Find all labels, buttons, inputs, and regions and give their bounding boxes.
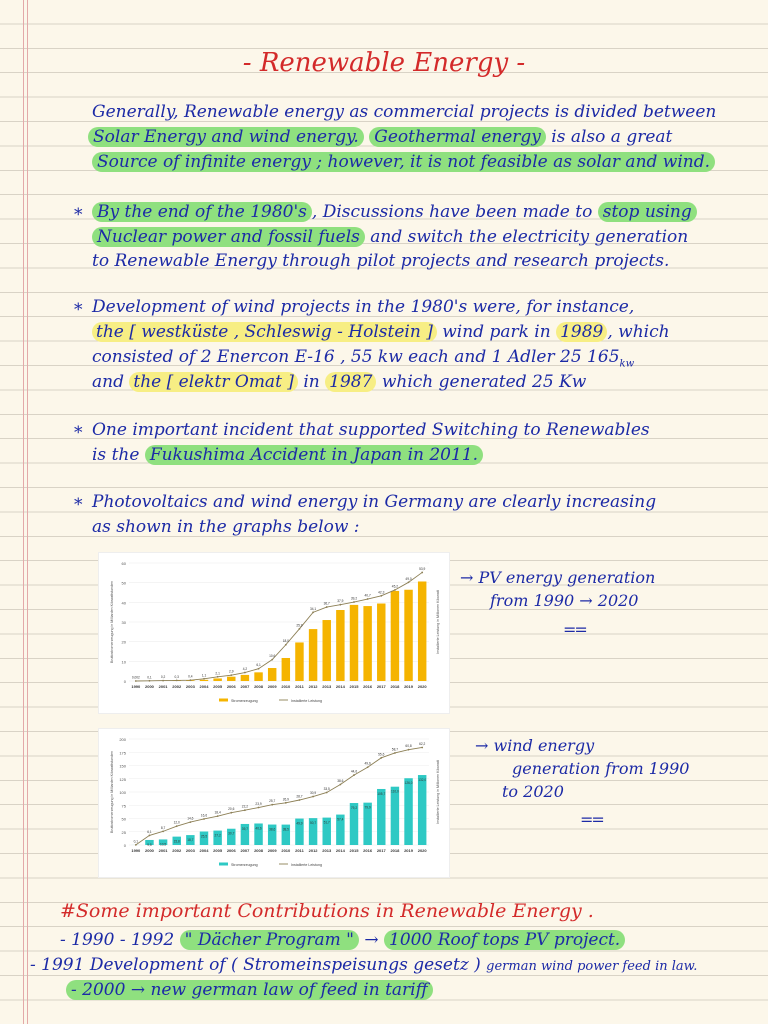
line-point [135, 844, 137, 846]
x-tick-label: 2001 [158, 848, 168, 853]
data-label: 2,9 [229, 669, 234, 674]
data-label: 38,6 [337, 778, 344, 783]
legend-entry: Stromerzeugung [231, 698, 258, 703]
x-tick-label: 2008 [254, 684, 263, 689]
x-tick-label: 2007 [240, 684, 250, 689]
x-tick-label: 2013 [322, 848, 332, 853]
legend-entry: Installierte Leistung [291, 862, 322, 867]
data-label: 12,0 [173, 820, 180, 825]
bar [213, 678, 221, 681]
y-tick-label: 0 [123, 679, 126, 684]
x-tick-label: 2006 [226, 684, 236, 689]
line-point [217, 676, 219, 678]
bullet-marker: * [74, 423, 83, 443]
x-tick-label: 2010 [281, 684, 291, 689]
pv-note-line-1: → PV energy generation [460, 568, 656, 587]
wind-chart-svg [99, 729, 449, 877]
data-label: 6,1 [147, 829, 152, 834]
x-tick-label: 2015 [349, 848, 359, 853]
x-tick-label: 2009 [267, 848, 277, 853]
x-tick-label: 2001 [158, 684, 168, 689]
data-label: 60,8 [405, 744, 412, 749]
x-tick-label: 2014 [335, 684, 345, 689]
x-tick-label: 1990 [131, 848, 141, 853]
bar-label: 39,7 [241, 826, 249, 831]
data-label: 22,2 [241, 804, 249, 809]
data-label: 6,1 [256, 663, 261, 668]
data-label: 45,2 [391, 584, 399, 589]
x-tick-label: 2012 [308, 848, 318, 853]
bar-label: 105,7 [377, 791, 386, 796]
data-label: 28,7 [296, 794, 303, 799]
line-point [326, 606, 328, 608]
line-point [135, 680, 137, 682]
x-tick-label: 2000 [145, 848, 154, 853]
bar-label: 49,9 [296, 821, 303, 826]
bar [254, 672, 262, 681]
x-tick-label: 2006 [226, 848, 236, 853]
bar [350, 605, 358, 681]
data-label: 10,6 [269, 654, 276, 659]
wind-note-line-2: generation from 1990 [512, 759, 690, 778]
data-label: 49,0 [405, 576, 412, 581]
line-point [149, 680, 151, 682]
bar [391, 787, 399, 845]
data-label: 42,3 [378, 590, 385, 595]
line-point [271, 804, 273, 806]
x-tick-label: 2004 [199, 848, 209, 853]
x-tick-label: 2003 [185, 848, 195, 853]
bar-label: 30,7 [228, 831, 235, 836]
line-point [203, 678, 205, 680]
data-label: 0,002 [131, 675, 140, 680]
data-label: 44,6 [350, 769, 358, 774]
bar-label: 50,7 [309, 821, 317, 826]
bullet-1-line-1: By the end of the 1980's , Discussions have been made to stop using [92, 200, 697, 224]
line-point [217, 815, 219, 817]
data-label: 0,1 [147, 675, 152, 680]
data-label: 26,9 [282, 797, 289, 802]
line-point [285, 802, 287, 804]
contribution-item: - 2000 → new german law of feed in tariff [66, 980, 433, 1000]
intro-line-2: Solar Energy and wind energy. Geothermal energy is also a great [88, 125, 672, 149]
data-label: 2,1 [215, 671, 220, 676]
page-title: - Renewable Energy - [242, 48, 526, 78]
legend-swatch [219, 863, 228, 866]
bar [200, 680, 208, 681]
y-tick-label: 25 [121, 829, 126, 835]
y-tick-label: 0 [123, 843, 126, 848]
line-point [353, 774, 355, 776]
bar [323, 620, 331, 681]
bullet-1-line-2: Nuclear power and fossil fuels and switch the electricity generation [92, 225, 688, 249]
intro-line-1: Generally, Renewable energy as commercial projects is divided between [92, 102, 717, 122]
x-tick-label: 2017 [376, 848, 386, 853]
bar [227, 677, 235, 681]
y-axis-label-right: Installierte Leistung in Millionen Kilowatt [436, 590, 440, 654]
data-label: 16,6 [200, 813, 208, 818]
data-label: 0,1 [133, 839, 139, 844]
x-tick-label: 2005 [213, 848, 223, 853]
bar [377, 604, 385, 681]
x-tick-label: 2016 [363, 848, 373, 853]
bar [377, 789, 385, 845]
x-tick-label: 2002 [172, 848, 182, 853]
line-point [258, 668, 260, 670]
data-label: 23,9 [255, 802, 262, 807]
x-tick-label: 2019 [404, 684, 413, 689]
margin-line [23, 0, 24, 1024]
bullet-2-line-1: Development of wind projects in the 1980's were, for instance, [92, 297, 635, 317]
y-tick-label: 20 [121, 639, 126, 645]
x-tick-label: 2011 [295, 684, 304, 689]
line-point [394, 589, 396, 591]
bullet-4-line-2: as shown in the graphs below : [92, 517, 360, 537]
data-label: 25,7 [269, 799, 276, 804]
bar [309, 629, 317, 681]
bar-label: 10,5 [159, 842, 167, 847]
bar [295, 642, 303, 681]
wind-note-line-1: → wind energy [475, 736, 595, 755]
line-point [312, 611, 314, 613]
equals-mark: == [580, 810, 603, 829]
x-tick-label: 2010 [281, 848, 291, 853]
data-label: 20,6 [228, 807, 235, 812]
bar [391, 591, 399, 681]
bar-label: 132,0 [418, 778, 427, 783]
x-tick-label: 2017 [376, 684, 386, 689]
bar-label: 40,6 [255, 826, 262, 831]
equals-mark: == [563, 620, 586, 639]
x-tick-label: 2002 [172, 684, 182, 689]
bar-label: 38,6 [269, 827, 276, 832]
bar-label: 27,2 [214, 833, 221, 838]
y-tick-label: 125 [119, 776, 126, 782]
line-point [176, 679, 178, 681]
bar-label: 38,5 [282, 827, 289, 832]
bullet-4-line-1: Photovoltaics and wind energy in Germany are clearly increasing [92, 492, 657, 512]
line-point [326, 792, 328, 794]
line-point [244, 809, 246, 811]
bar-label: 110,0 [391, 789, 399, 794]
x-tick-label: 2015 [349, 684, 359, 689]
x-tick-label: 2003 [185, 684, 195, 689]
line-point [271, 659, 273, 661]
data-label: 33,5 [323, 786, 330, 791]
line-point [162, 830, 164, 832]
y-tick-label: 200 [119, 737, 126, 742]
y-tick-label: 60 [121, 561, 126, 566]
bar [336, 610, 344, 681]
line-point [189, 679, 191, 681]
line-point [380, 757, 382, 759]
data-label: 25,9 [296, 623, 303, 628]
data-label: 49,6 [364, 761, 371, 766]
data-label: 40,7 [364, 593, 371, 598]
x-tick-label: 2019 [404, 848, 413, 853]
bar [282, 658, 290, 681]
data-label: 14,6 [187, 816, 194, 821]
data-label: 0,2 [160, 675, 166, 680]
line-point [339, 784, 341, 786]
intro-line-3: Source of infinite energy ; however, it is not feasible as solar and wind. [92, 150, 715, 174]
data-label: 37,9 [337, 599, 344, 604]
y-tick-label: 40 [121, 600, 126, 606]
line-point [367, 766, 369, 768]
line-point [339, 604, 341, 606]
data-label: 36,7 [323, 601, 330, 606]
bar [404, 778, 412, 845]
bar [363, 606, 371, 681]
x-tick-label: 2018 [390, 684, 400, 689]
bar [418, 581, 426, 681]
line-point [149, 835, 151, 837]
bullet-marker: * [74, 205, 83, 225]
data-label: 58,7 [391, 747, 399, 752]
bar-label: 9,5 [147, 842, 152, 847]
bar-label: 126,0 [404, 781, 413, 786]
x-tick-label: 2008 [254, 848, 263, 853]
x-tick-label: 2009 [267, 684, 277, 689]
margin-line-2 [27, 0, 28, 1024]
bullet-2-line-3: consisted of 2 Enercon E-16 , 55 kw each and 1 Adler 25 $165_{kw}$ [92, 347, 635, 370]
line-point [353, 601, 355, 603]
contribution-item: - 1990 - 1992 " Dächer Program " → 1000 Roof tops PV project. [60, 930, 625, 950]
line-point [408, 581, 410, 583]
data-label: 18,4 [214, 810, 221, 815]
bar [404, 590, 412, 681]
line-point [421, 747, 423, 749]
bullet-2-line-4: and the [ elektr Omat ] in 1987 which generated 25 Kw [92, 372, 587, 392]
line-point [230, 674, 232, 676]
contribution-item: - 1991 Development of ( Stromeinspeisungs gesetz ) german wind power feed in law. [30, 955, 698, 975]
line-point [421, 572, 423, 574]
x-tick-label: 2020 [417, 848, 427, 853]
y-tick-label: 75 [121, 803, 126, 809]
data-label: 30,9 [309, 791, 317, 796]
x-tick-label: 2018 [390, 848, 400, 853]
bullet-marker: * [74, 300, 83, 320]
line-point [312, 796, 314, 798]
x-tick-label: 1990 [131, 684, 141, 689]
y-tick-label: 30 [121, 620, 126, 625]
bar [241, 675, 249, 681]
bar [418, 775, 426, 845]
data-label: 34,1 [309, 606, 317, 611]
legend-entry: Installierte Leistung [291, 698, 322, 703]
x-tick-label: 2004 [199, 684, 209, 689]
line-point [299, 628, 301, 630]
x-tick-label: 2020 [417, 684, 427, 689]
line-point [380, 595, 382, 597]
wind-note-line-3: to 2020 [502, 782, 564, 801]
bar [268, 668, 276, 681]
data-label: 18,0 [282, 639, 289, 644]
line-point [162, 680, 164, 682]
x-tick-label: 2016 [363, 684, 373, 689]
legend-entry: Stromerzeugung [231, 862, 258, 867]
data-label: 1,1 [201, 673, 207, 678]
y-tick-label: 100 [119, 790, 126, 795]
bar-label: 57,4 [337, 817, 344, 822]
y-tick-label: 150 [119, 763, 126, 769]
bar-label: 51,7 [323, 820, 330, 825]
x-tick-label: 2013 [322, 684, 332, 689]
y-axis-label: Bruttostromerzeugung in Milliarden Kilowattstunden [110, 750, 114, 834]
line-point [394, 752, 396, 754]
y-axis-label: Bruttostromerzeugung in Milliarden Kilowattstunden [110, 580, 114, 664]
x-tick-label: 2011 [295, 848, 304, 853]
line-point [176, 825, 178, 827]
bar-label: 79,2 [350, 806, 358, 811]
line-point [285, 644, 287, 646]
line-point [244, 672, 246, 674]
bar-label: 18,7 [187, 838, 194, 843]
data-label: 0,4 [188, 674, 193, 679]
legend-swatch [219, 699, 228, 702]
line-point [203, 818, 205, 820]
x-tick-label: 2007 [240, 848, 250, 853]
line-point [299, 799, 301, 801]
y-tick-label: 50 [121, 816, 126, 822]
bar-label: 15,8 [173, 839, 180, 844]
data-label: 0,3 [174, 674, 179, 679]
pv-chart-svg [99, 553, 449, 713]
y-tick-label: 175 [119, 750, 126, 756]
x-tick-label: 2005 [213, 684, 223, 689]
y-tick-label: 10 [121, 659, 126, 665]
bar-label: 79,9 [364, 805, 371, 810]
line-point [189, 821, 191, 823]
x-tick-label: 2012 [308, 684, 318, 689]
data-label: 55,6 [378, 752, 385, 757]
contributions-heading: #Some important Contributions in Renewable Energy . [60, 900, 594, 922]
line-point [367, 598, 369, 600]
data-label: 53,9 [419, 566, 426, 571]
pv-note-line-2: from 1990 → 2020 [490, 591, 639, 610]
line-point [408, 749, 410, 751]
data-label: 4,2 [242, 667, 248, 672]
y-tick-label: 50 [121, 580, 126, 586]
x-tick-label: 2000 [145, 684, 154, 689]
line-point [230, 812, 232, 814]
data-label: 8,7 [160, 825, 166, 830]
bullet-marker: * [74, 495, 83, 515]
bullet-1-line-3: to Renewable Energy through pilot projects and research projects. [92, 251, 670, 271]
bullet-2-line-2: the [ westküste , Schleswig - Holstein ] wind park in 1989 , which [92, 320, 670, 344]
line-point [258, 807, 260, 809]
pv-chart [98, 552, 450, 714]
data-label: 62,2 [419, 741, 426, 746]
x-tick-label: 2014 [335, 848, 345, 853]
bullet-3-line-1: One important incident that supported Switching to Renewables [92, 420, 650, 440]
y-axis-label-right: Installierte Leistung in Millionen Kilowatt [436, 760, 440, 824]
wind-chart [98, 728, 450, 878]
bullet-3-line-2: is the Fukushima Accident in Japan in 2011. [92, 443, 483, 467]
data-label: 39,2 [350, 596, 358, 601]
bar-label: 25,5 [200, 834, 208, 839]
